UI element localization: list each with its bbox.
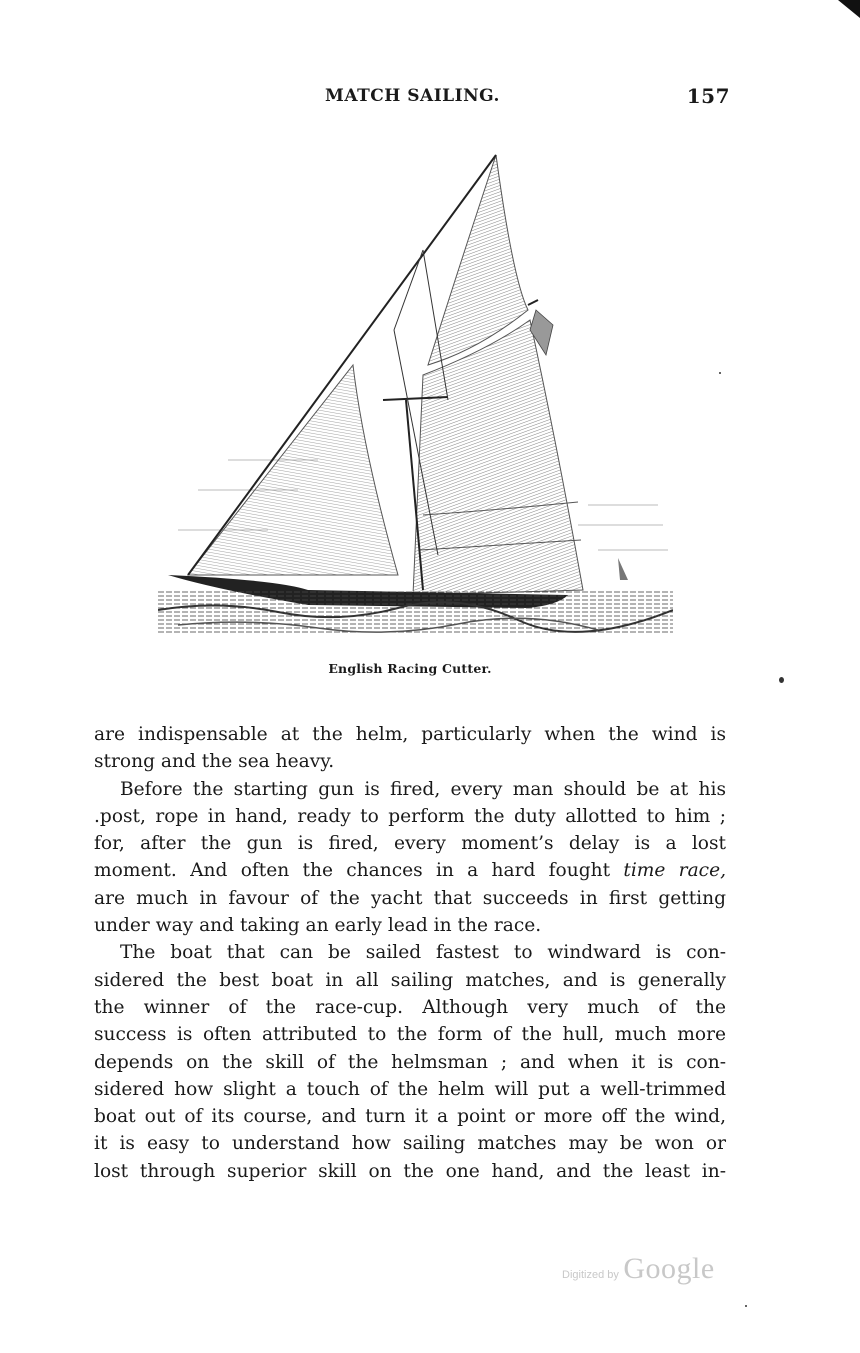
- paragraph-2: [94, 776, 726, 940]
- body-text: [94, 721, 726, 1185]
- paragraph-1: [94, 721, 726, 776]
- text-line: sidered how slight a touch of the helm will put a well-trimmed: [94, 1078, 726, 1100]
- scan-speck: [779, 677, 784, 683]
- text-line: are much in favour of the yacht that succeeds in first getting: [94, 887, 726, 909]
- italic-phrase: time race,: [623, 860, 726, 882]
- page-number: 157: [686, 84, 730, 108]
- figure-caption: English Racing Cutter.: [328, 661, 492, 676]
- text-line: are indispensable at the helm, particularly when the wind is: [94, 724, 726, 745]
- watermark-prefix: Digitized by: [562, 1269, 619, 1281]
- text-line: lost through superior skill on the one hand, and the least in-: [94, 1160, 726, 1182]
- text-line: [94, 857, 726, 884]
- text-line: for, after the gun is fired, every moment’s delay is a lost: [94, 833, 726, 855]
- text-line: the winner of the race-cup. Although very much of the: [94, 996, 726, 1018]
- page-corner-mark: [838, 0, 860, 18]
- text-line: it is easy to understand how sailing matches may be won or: [94, 1133, 726, 1155]
- running-head-title: MATCH SAILING.: [325, 86, 500, 106]
- scan-speck: [745, 1305, 747, 1307]
- text-line: under way and taking an early lead in the race.: [94, 915, 542, 937]
- watermark-brand: Google: [623, 1252, 715, 1285]
- paragraph-3: [94, 939, 726, 1185]
- digitized-by-google-watermark: [562, 1252, 715, 1286]
- scan-speck: [719, 372, 721, 374]
- text-line: boat out of its course, and turn it a point or more off the wind,: [94, 1106, 726, 1128]
- text-line: The boat that can be sailed fastest to windward is con-: [120, 942, 726, 964]
- text-line: .post, rope in hand, ready to perform the duty allotted to him ;: [94, 805, 726, 827]
- text-line: success is often attributed to the form of the hull, much more: [94, 1024, 726, 1046]
- cutter-illustration: [158, 150, 673, 640]
- text-line-start: moment. And often the chances in a hard fought: [94, 860, 624, 882]
- text-line: Before the starting gun is fired, every man should be at his: [120, 778, 726, 800]
- text-line: depends on the skill of the helmsman ; and when it is con-: [94, 1051, 726, 1073]
- text-line: strong and the sea heavy.: [94, 751, 335, 773]
- text-line: sidered the best boat in all sailing matches, and is generally: [94, 969, 726, 991]
